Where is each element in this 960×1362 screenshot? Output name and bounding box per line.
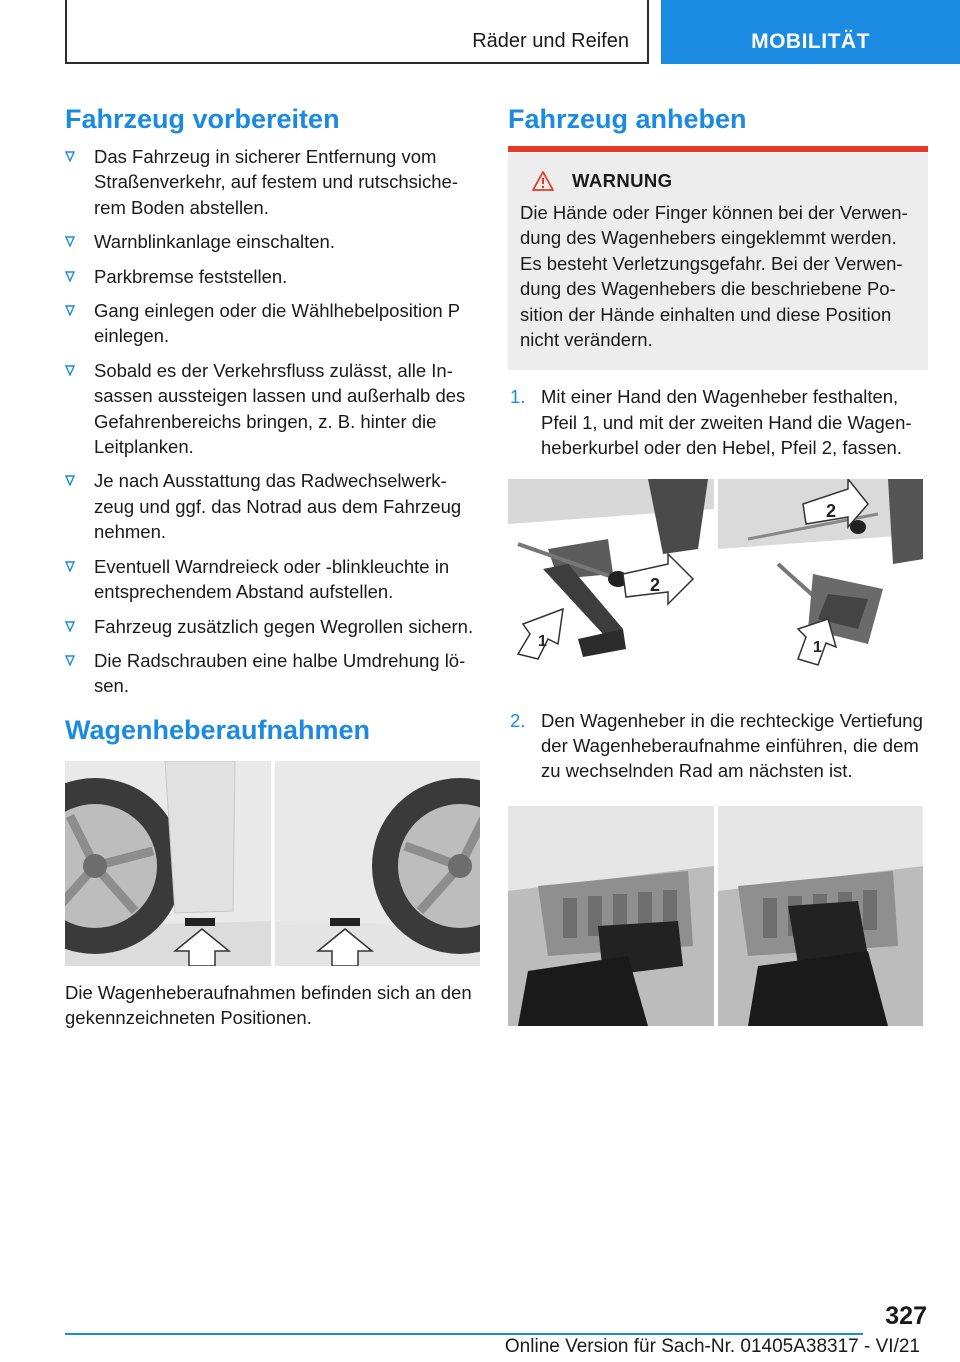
warning-title (532, 170, 916, 192)
bullet-triangle-icon (65, 151, 75, 162)
bullet-triangle-icon (65, 561, 75, 572)
list-item: Eventuell Warndreieck oder -blinkleuchte in entsprechendem Abstand aufstellen. (65, 554, 480, 605)
jack-insertion-image-right (718, 806, 924, 1026)
bullet-triangle-icon (65, 271, 75, 282)
warning-title-text: WARNUNG (572, 170, 673, 191)
right-column (508, 100, 928, 1026)
bullet-triangle-icon (65, 621, 75, 632)
heading-prepare-vehicle: Fahrzeug vorbereiten (65, 104, 340, 134)
jack-points-section (65, 711, 480, 1031)
lift-steps-list-2 (508, 708, 928, 784)
left-column (65, 100, 480, 1031)
list-item: Das Fahrzeug in sicherer Entfernung vom Straßenverkehr, auf festem und rutschsicherem Boden abstellen. (65, 144, 480, 220)
bullet-triangle-icon (65, 365, 75, 376)
bullet-triangle-icon (65, 305, 75, 316)
bullet-triangle-icon (65, 655, 75, 666)
step-number: 2. (510, 709, 526, 731)
footer-divider (65, 1333, 863, 1335)
warning-text: Die Hände oder Finger können bei der Verwendung des Wagenhebers eingeklemmt werden. Es besteht Verletzungsgefahr. Bei der Verwendung des Wagenhebers die beschriebene Position der Hände einhalten und diese Position nicht verändern. (520, 202, 908, 351)
list-item: 1. Mit einer Hand den Wagenheber festhalten, Pfeil 1, und mit der zweiten Hand die Wagenheberkurbel oder den Hebel, Pfeil 2, fassen. (510, 386, 912, 459)
header-chapter-label: MOBILITÄT (751, 30, 870, 53)
lift-steps-list-1 (508, 384, 928, 460)
header-section-title: Räder und Reifen (472, 30, 629, 52)
list-item: Parkbremse feststellen. (65, 264, 480, 289)
list-item: Gang einlegen oder die Wählhebelposition P einlegen. (65, 298, 480, 349)
arrow-label: 1 (538, 632, 547, 650)
jack-insertion-image-left (508, 806, 714, 1026)
jack-image-left (508, 479, 714, 674)
jack-image-right (718, 479, 924, 674)
list-item: Sobald es der Verkehrsfluss zulässt, alle Insassen aussteigen lassen und außerhalb des Gefahrenbereichs bringen, z. B. hinter die Leitplanken. (65, 358, 480, 460)
jack-insertion-illustration (508, 806, 923, 1026)
arrow-label: 2 (825, 500, 836, 521)
car-side-jack-points-image (65, 761, 480, 966)
jack-points-illustration (65, 761, 480, 966)
footer-version-text: Online Version für Sach-Nr. 01405A38317 - VI/21 (504, 1336, 920, 1357)
step-number: 1. (510, 386, 526, 408)
arrow-label: 1 (812, 638, 822, 656)
list-item: Fahrzeug zusätzlich gegen Wegrollen sichern. (65, 614, 480, 639)
prepare-steps-list (65, 144, 480, 699)
header-section-box (65, 0, 649, 64)
header-chapter-tab (661, 0, 960, 64)
page-number: 327 (885, 1302, 927, 1330)
list-item: Warnblinkanlage einschalten. (65, 229, 480, 254)
warning-triangle-icon (532, 171, 554, 191)
list-item: Die Radschrauben eine halbe Umdrehung lösen. (65, 648, 480, 699)
warning-box (508, 146, 928, 370)
heading-lift-vehicle: Fahrzeug anheben (508, 104, 747, 134)
heading-jack-points: Wagenheberaufnahmen (65, 714, 371, 745)
jack-handling-illustration (508, 479, 923, 674)
list-item: 2. Den Wagenheber in die rechteckige Vertiefung der Wagenheberaufnahme einführen, die dem zu wechselnden Rad am nächsten ist. (510, 709, 923, 782)
arrow-label: 2 (650, 574, 661, 595)
list-item: Je nach Ausstattung das Radwechselwerkzeug und ggf. das Notrad aus dem Fahrzeug nehmen. (65, 468, 480, 544)
bullet-triangle-icon (65, 236, 75, 247)
jack-points-caption: Die Wagenheberaufnahmen befinden sich an den gekennzeichneten Positionen. (65, 981, 472, 1029)
bullet-triangle-icon (65, 475, 75, 486)
